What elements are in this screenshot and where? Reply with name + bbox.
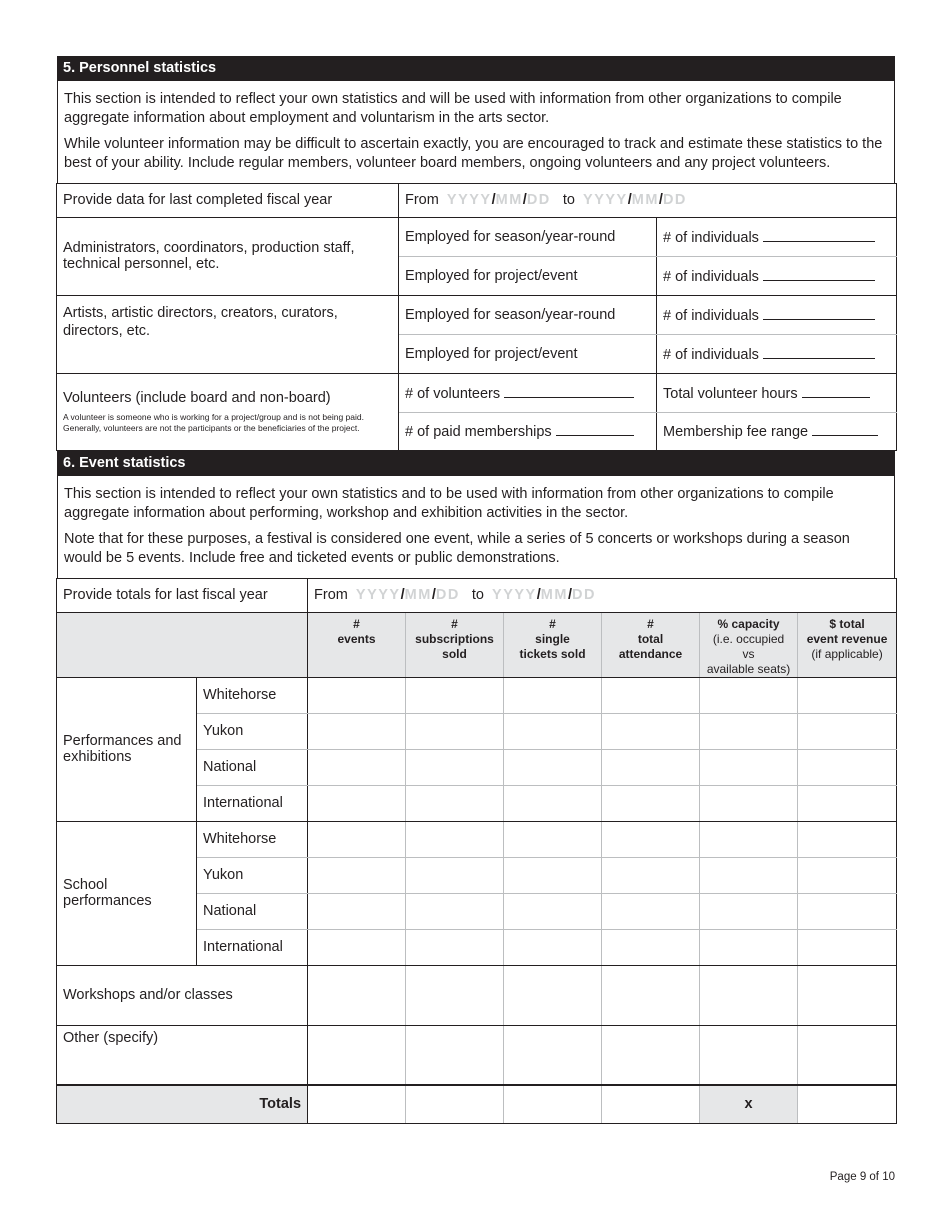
data-entry-cell[interactable] [406, 1025, 504, 1085]
admin-season-label: Employed for season/year-round [399, 217, 657, 256]
group-performances [57, 677, 897, 821]
data-entry-cell[interactable] [602, 821, 700, 857]
data-entry-cell[interactable] [700, 857, 798, 893]
data-entry-cell[interactable] [406, 893, 504, 929]
region-label: Whitehorse [197, 677, 308, 713]
admin-season-individuals[interactable]: # of individuals [657, 217, 897, 256]
total-volunteer-hours-input[interactable] [802, 384, 870, 398]
total-single-tickets[interactable] [504, 1085, 602, 1123]
region-label: National [197, 749, 308, 785]
data-entry-cell[interactable] [602, 785, 700, 821]
data-entry-cell[interactable] [308, 857, 406, 893]
to-day[interactable]: DD [662, 192, 687, 209]
event-fiscal-label: Provide totals for last fiscal year [57, 578, 308, 612]
data-entry-cell[interactable] [602, 929, 700, 965]
volunteers-note: A volunteer is someone who is working for a project/group and is not being paid. Generally, volunteers are not the participants or the beneficiaries of the project. [63, 412, 364, 433]
artists-project-label: Employed for project/event [399, 334, 657, 373]
data-entry-cell[interactable] [700, 749, 798, 785]
event-to-month[interactable]: MM [540, 587, 568, 604]
data-entry-cell[interactable] [504, 713, 602, 749]
data-entry-cell[interactable] [602, 965, 700, 1025]
data-entry-cell[interactable] [504, 965, 602, 1025]
event-from-day[interactable]: DD [435, 587, 460, 604]
col-revenue: $ total event revenue (if applicable) [798, 612, 897, 677]
artists-label: Artists, artistic directors, creators, curators, directors, etc. [57, 295, 399, 373]
data-entry-cell[interactable] [798, 677, 897, 713]
paid-memberships-input[interactable] [556, 422, 634, 436]
data-entry-cell[interactable] [504, 821, 602, 857]
data-entry-cell[interactable] [406, 749, 504, 785]
data-entry-cell[interactable] [700, 1025, 798, 1085]
form-page [57, 56, 895, 1124]
data-entry-cell[interactable] [602, 749, 700, 785]
col-events: # events [308, 612, 406, 677]
data-entry-cell[interactable] [700, 713, 798, 749]
membership-fee-range[interactable]: Membership fee range [657, 412, 897, 450]
artists-season-individuals[interactable]: # of individuals [657, 295, 897, 334]
admin-project-label: Employed for project/event [399, 256, 657, 295]
data-entry-cell[interactable] [798, 929, 897, 965]
data-entry-cell[interactable] [504, 749, 602, 785]
event-to-year[interactable]: YYYY [492, 587, 537, 604]
data-entry-cell[interactable] [602, 893, 700, 929]
col-attendance: # total attendance [602, 612, 700, 677]
data-entry-cell[interactable] [798, 965, 897, 1025]
data-entry-cell[interactable] [308, 785, 406, 821]
data-entry-cell[interactable] [406, 857, 504, 893]
region-label: International [197, 929, 308, 965]
data-entry-cell[interactable] [504, 1025, 602, 1085]
data-entry-cell[interactable] [308, 893, 406, 929]
data-entry-cell[interactable] [798, 1025, 897, 1085]
totals-label: Totals [57, 1085, 308, 1123]
data-entry-cell[interactable] [406, 821, 504, 857]
data-entry-cell[interactable] [308, 677, 406, 713]
fiscal-year-label: Provide data for last completed fiscal year [57, 183, 399, 217]
data-entry-cell[interactable] [700, 929, 798, 965]
data-entry-cell[interactable] [504, 893, 602, 929]
data-entry-cell[interactable] [602, 713, 700, 749]
admin-season-input[interactable] [763, 228, 875, 242]
data-entry-cell[interactable] [798, 821, 897, 857]
fiscal-year-date-range[interactable]: From YYYY/MM/DD to YYYY/MM/DD [399, 183, 897, 217]
data-entry-cell[interactable] [798, 893, 897, 929]
admin-project-input[interactable] [763, 267, 875, 281]
data-entry-cell[interactable] [798, 857, 897, 893]
group-performances-label: Performances and exhibitions [57, 677, 197, 821]
artists-season-input[interactable] [763, 306, 875, 320]
event-fiscal-date-range[interactable]: From YYYY/MM/DD to YYYY/MM/DD [308, 578, 897, 612]
to-year[interactable]: YYYY [583, 192, 628, 209]
admin-staff-label: Administrators, coordinators, production staff, technical personnel, etc. [57, 217, 399, 295]
data-entry-cell[interactable] [700, 821, 798, 857]
data-entry-cell[interactable] [798, 785, 897, 821]
region-label: Yukon [197, 857, 308, 893]
col-single-tickets: # single tickets sold [504, 612, 602, 677]
col-capacity: % capacity (i.e. occupied vs available seats) [700, 612, 798, 677]
region-label: Whitehorse [197, 821, 308, 857]
region-label: Yukon [197, 713, 308, 749]
total-attendance[interactable] [602, 1085, 700, 1123]
workshops-label: Workshops and/or classes [57, 965, 308, 1025]
event-from-year[interactable]: YYYY [355, 587, 401, 604]
data-entry-cell[interactable] [308, 1025, 406, 1085]
data-entry-cell[interactable] [308, 749, 406, 785]
section-6-intro [57, 476, 895, 578]
event-to-day[interactable]: DD [571, 587, 596, 604]
from-year[interactable]: YYYY [446, 192, 492, 209]
event-table [56, 578, 897, 1124]
personnel-table [56, 183, 897, 451]
data-entry-cell[interactable] [308, 965, 406, 1025]
data-entry-cell[interactable] [602, 1025, 700, 1085]
from-day[interactable]: DD [526, 192, 551, 209]
group-school-label: School performances [57, 821, 197, 965]
data-entry-cell[interactable] [504, 785, 602, 821]
to-month[interactable]: MM [631, 192, 659, 209]
section-5-header: 5. Personnel statistics [57, 56, 895, 81]
data-entry-cell[interactable] [798, 749, 897, 785]
data-entry-cell[interactable] [308, 929, 406, 965]
total-capacity-x: x [700, 1085, 798, 1123]
total-subscriptions[interactable] [406, 1085, 504, 1123]
page-number: Page 9 of 10 [829, 1171, 895, 1183]
data-entry-cell[interactable] [406, 677, 504, 713]
artists-season-label: Employed for season/year-round [399, 295, 657, 334]
other-label: Other (specify) [57, 1025, 308, 1085]
artists-project-individuals[interactable]: # of individuals [657, 334, 897, 373]
column-header-blank [57, 612, 308, 677]
data-entry-cell[interactable] [308, 821, 406, 857]
total-revenue[interactable] [798, 1085, 897, 1123]
section-6-intro-1: This section is intended to reflect your own statistics and to be used with information from other organizations to compile aggregate information about performing, workshop and exhibition activities in the sector. [64, 485, 834, 521]
volunteers-cell [57, 373, 399, 450]
total-events[interactable] [308, 1085, 406, 1123]
data-entry-cell[interactable] [700, 893, 798, 929]
col-subscriptions: # subscriptions sold [406, 612, 504, 677]
data-entry-cell[interactable] [406, 713, 504, 749]
data-entry-cell[interactable] [504, 857, 602, 893]
membership-fee-range-input[interactable] [812, 422, 878, 436]
region-label: International [197, 785, 308, 821]
num-volunteers-input[interactable] [504, 384, 634, 398]
total-volunteer-hours[interactable]: Total volunteer hours [657, 373, 897, 412]
data-entry-cell[interactable] [504, 677, 602, 713]
section-5-intro-2: While volunteer information may be difficult to ascertain exactly, you are encouraged to track and estimate these statistics to the best of your ability. Include regular members, volunteer board members, ongoing volunteers and any project volunteers. [64, 136, 883, 172]
data-entry-cell[interactable] [700, 785, 798, 821]
data-entry-cell[interactable] [602, 677, 700, 713]
data-entry-cell[interactable] [700, 965, 798, 1025]
admin-project-individuals[interactable]: # of individuals [657, 256, 897, 295]
section-6-intro-2: Note that for these purposes, a festival is considered one event, while a series of 5 concerts or workshops during a season would be 5 events. Include free and ticketed events or public demonstrations. [64, 531, 850, 566]
data-entry-cell[interactable] [700, 677, 798, 713]
artists-project-input[interactable] [763, 345, 875, 359]
section-5-intro [57, 81, 895, 183]
paid-memberships[interactable]: # of paid memberships [399, 412, 657, 450]
section-6-header: 6. Event statistics [57, 451, 895, 476]
data-entry-cell[interactable] [406, 965, 504, 1025]
data-entry-cell[interactable] [798, 713, 897, 749]
data-entry-cell[interactable] [504, 929, 602, 965]
num-volunteers[interactable]: # of volunteers [399, 373, 657, 412]
data-entry-cell[interactable] [406, 785, 504, 821]
data-entry-cell[interactable] [406, 929, 504, 965]
data-entry-cell[interactable] [602, 857, 700, 893]
section-5-intro-1: This section is intended to reflect your own statistics and will be used with information from other organizations to compile aggregate information about employment and voluntarism in the arts sector. [64, 91, 842, 126]
data-entry-cell[interactable] [308, 713, 406, 749]
group-school [57, 821, 897, 965]
from-month[interactable]: MM [495, 192, 523, 209]
region-label: National [197, 893, 308, 929]
event-from-month[interactable]: MM [404, 587, 432, 604]
volunteers-label: Volunteers (include board and non-board) [63, 390, 331, 407]
